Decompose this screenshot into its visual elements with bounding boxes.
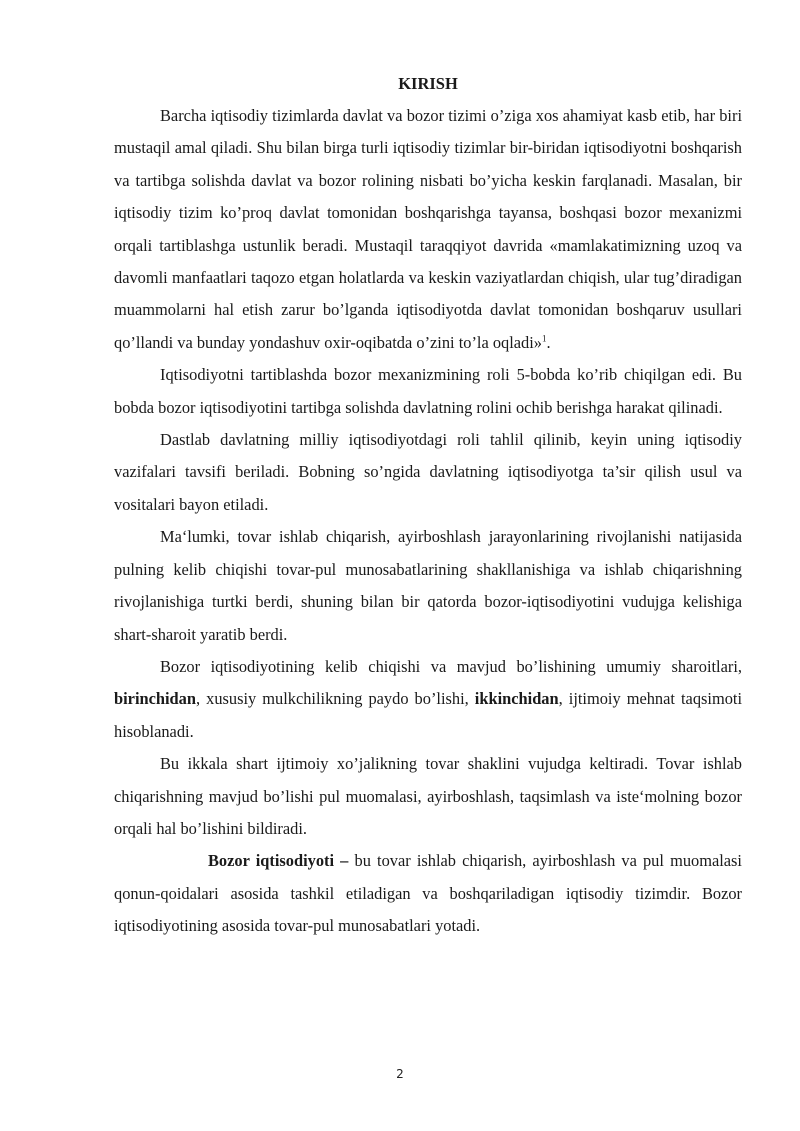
- paragraph-3: Dastlab davlatning milliy iqtisodiyotdagi roli tahlil qilinib, keyin uning iqtisodiy vazifalari tavsifi beriladi. Bobning so’ngida davlatning iqtisodiyotga ta’sir qilish usul va vositalari bayon etiladi.: [114, 430, 742, 514]
- section-title: KIRISH: [398, 74, 458, 93]
- paragraph-1: [114, 100, 742, 359]
- definition-text: bu tovar ishlab chiqarish, ayirboshlash va pul muomalasi qonun-qoidalari asosida tashkil etiladigan va boshqariladigan iqtisodiy tizimdir. Bozor iqtisodiyotining asosida tovar-pul munosabatlari yotadi.: [114, 851, 742, 936]
- footnote-marker[interactable]: 1: [542, 333, 547, 344]
- paragraph-6: Bu ikkala shart ijtimoiy xo’jalikning tovar shaklini vujudga keltiradi. Tovar ishlab chiqarishning mavjud bo’lishi pul muomalasi, ayirboshlash, taqsimlash va iste‘molning bozor orqali hal bo’lishini bildiradi.: [114, 754, 742, 838]
- document-page: [114, 74, 742, 943]
- paragraph-7: [114, 845, 742, 942]
- term-ikkinchidan: ikkinchidan: [474, 689, 559, 709]
- paragraph-1-text: Barcha iqtisodiy tizimlarda davlat va bozor tizimi o’ziga xos ahamiyat kasb etib, har biri mustaqil amal qiladi. Shu bilan birga turli iqtisodiy tizimlar bir-biridan iqtisodiyotni boshqarish va tartibga solishda davlat va bozor rolining nisbati bo’yicha keskin farqlanadi. Masalan, bir iqtisodiy tizim ko’proq davlat tomonidan boshqarishga tayansa, boshqasi bozor mexanizmi orqali tartiblashga ustunlik beradi. Mustaqil taraqqiyot davrida «mamlakatimizning uzoq va davomli manfaatlari taqozo etgan holatlarda va keskin vaziyatlardan chiqish, ular tug’diradigan muammolarni hal etish zarur bo’lganda iqtisodiyotda davlat tomonidan boshqaruv usullari qo’llandi va bunday yondashuv oxir-oqibatda o’zini to’la oqladi»: [114, 106, 742, 352]
- paragraph-5-end: , ijtimoiy mehnat taqsimoti hisoblanadi.: [114, 689, 742, 741]
- paragraph-5-middle: , xususiy mulkchilikning paydo bo’lishi,: [196, 689, 469, 709]
- paragraph-2: Iqtisodiyotni tartiblashda bozor mexanizmining roli 5-bobda ko’rib chiqilgan edi. Bu bobda bozor iqtisodiyotini tartibga solishda davlatning rolini ochib berishga harakat qilinadi.: [114, 365, 742, 417]
- paragraph-4: Ma‘lumki, tovar ishlab chiqarish, ayirboshlash jarayonlarining rivojlanishi natijasida pulning kelib chiqishi tovar-pul munosabatlarining shakllanishiga va ishlab chiqarishning rivojlanishiga turtki berdi, shuning bilan bir qatorda bozor-iqtisodiyotini vudujga kelishiga shart-sharoit yaratib berdi.: [114, 527, 742, 644]
- definition-term: Bozor iqtisodiyoti –: [208, 851, 349, 871]
- paragraph-5-intro: Bozor iqtisodiyotining kelib chiqishi va mavjud bo’lishining umumiy sharoitlari,: [160, 656, 742, 676]
- term-birinchidan: birinchidan: [114, 689, 196, 709]
- paragraph-1-end: .: [546, 332, 551, 352]
- page-number: 2: [396, 1067, 404, 1081]
- paragraph-5: [114, 651, 742, 748]
